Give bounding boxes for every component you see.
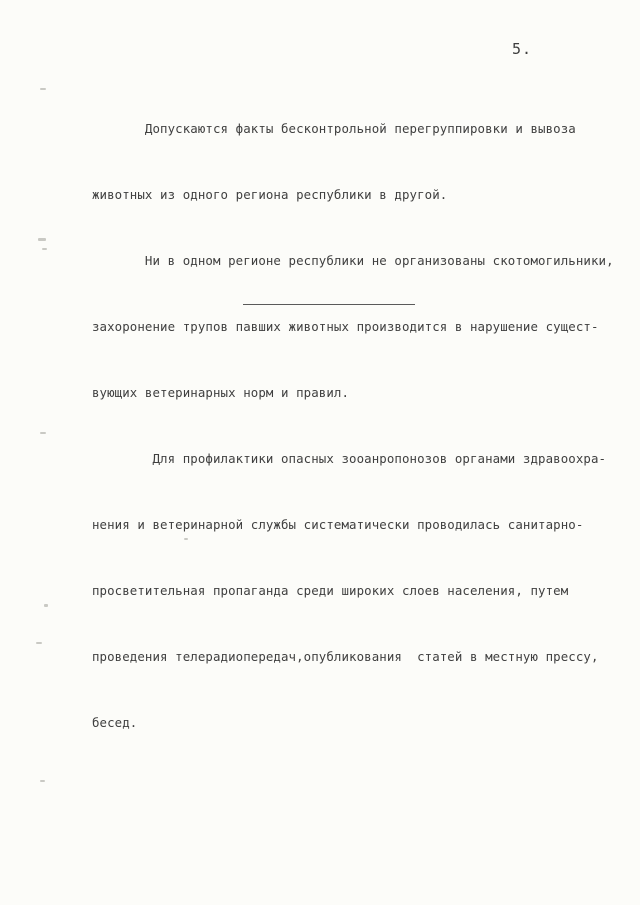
end-divider-line (243, 304, 415, 305)
text-line: Для профилактики опасных зооанропонозов органами здравоохра- (92, 451, 607, 466)
text-line: нения и ветеринарной службы систематически проводилась санитарно- (92, 517, 584, 532)
text-line: проведения телерадиопередач,опубликования статей в местную прессу, (92, 649, 599, 664)
scan-speck (42, 248, 47, 250)
text-line: Допускаются факты бесконтрольной перегруппировки и вывоза (92, 121, 576, 136)
scan-speck (38, 238, 46, 241)
scan-speck (40, 432, 46, 434)
text-line: бесед. (92, 715, 138, 730)
text-line: вующих ветеринарных норм и правил. (92, 385, 350, 400)
page-number: 5. (512, 40, 533, 58)
text-line: просветительная пропаганда среди широких слоев населения, путем (92, 583, 569, 598)
scan-speck (40, 88, 46, 90)
text-line: захоронение трупов павших животных производится в нарушение сущест- (92, 319, 599, 334)
scan-speck (36, 642, 42, 644)
scan-speck (44, 604, 48, 607)
text-line: Ни в одном регионе республики не организованы скотомогильники, (92, 253, 614, 268)
text-line: животных из одного региона республики в другой. (92, 187, 448, 202)
scan-speck (184, 538, 188, 540)
scan-speck (40, 780, 45, 782)
body-text (92, 74, 632, 778)
